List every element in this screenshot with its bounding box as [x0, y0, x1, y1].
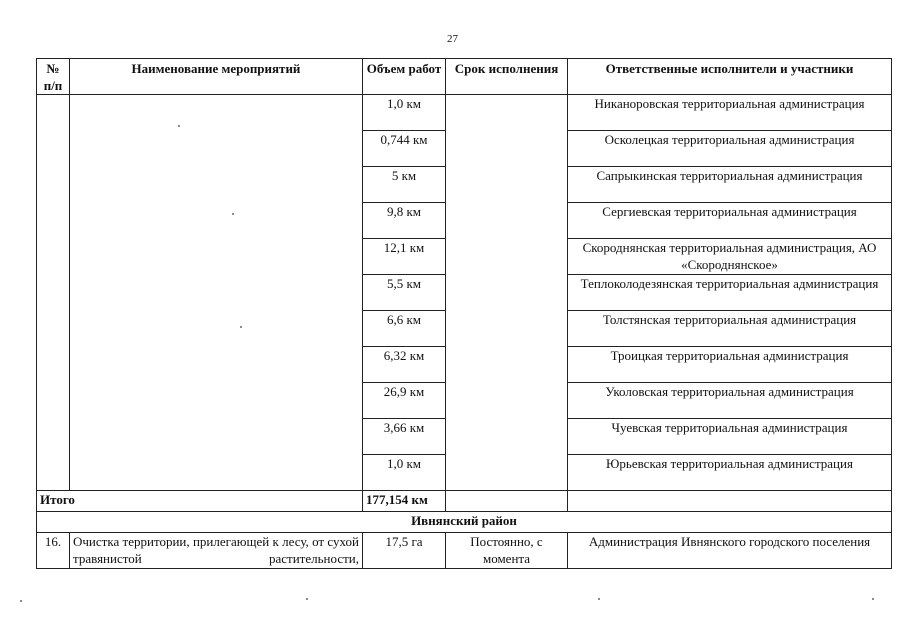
scan-speck [306, 598, 308, 600]
responsible-cell: Троицкая территориальная администрация [568, 347, 892, 383]
volume-cell: 6,6 км [363, 311, 446, 347]
responsible-cell: Скороднянская территориальная администрация, АО «Скороднянское» [568, 239, 892, 275]
responsible-cell: Сергиевская территориальная администрация [568, 203, 892, 239]
num-cell-merged [37, 95, 70, 491]
page-number: 27 [447, 33, 458, 45]
total-row [37, 491, 892, 512]
total-volume: 177,154 км [363, 491, 446, 512]
header-name: Наименование мероприятий [70, 59, 363, 95]
header-term: Срок исполнения [446, 59, 568, 95]
scan-speck [20, 600, 22, 602]
volume-cell: 5 км [363, 167, 446, 203]
volume-cell: 5,5 км [363, 275, 446, 311]
responsible-cell: Теплоколодезянская территориальная администрация [568, 275, 892, 311]
volume-cell: 12,1 км [363, 239, 446, 275]
item-responsible: Администрация Ивнянского городского поселения [568, 533, 892, 569]
table-row [37, 533, 892, 569]
total-responsible-empty [568, 491, 892, 512]
volume-cell: 6,32 км [363, 347, 446, 383]
volume-cell: 26,9 км [363, 383, 446, 419]
volume-cell: 0,744 км [363, 131, 446, 167]
item-term: Постоянно, с момента [446, 533, 568, 569]
responsible-cell: Уколовская территориальная администрация [568, 383, 892, 419]
scan-speck [598, 598, 600, 600]
responsible-cell: Сапрыкинская территориальная администрация [568, 167, 892, 203]
responsible-cell: Чуевская территориальная администрация [568, 419, 892, 455]
scan-speck [872, 598, 874, 600]
scan-speck [240, 326, 242, 328]
volume-cell: 1,0 км [363, 95, 446, 131]
item-name: Очистка территории, прилегающей к лесу, от сухой травянистой растительности, [70, 533, 363, 569]
item-num: 16. [37, 533, 70, 569]
scan-speck [178, 125, 180, 127]
table-header-row [37, 59, 892, 95]
header-num: № п/п [37, 59, 70, 95]
name-cell-merged [70, 95, 363, 491]
measures-table [36, 58, 892, 569]
district-row [37, 512, 892, 533]
responsible-cell: Толстянская территориальная администрация [568, 311, 892, 347]
table-row [37, 95, 892, 131]
responsible-cell: Юрьевская территориальная администрация [568, 455, 892, 491]
total-term-empty [446, 491, 568, 512]
item-volume: 17,5 га [363, 533, 446, 569]
district-name: Ивнянский район [37, 512, 892, 533]
term-cell-merged [446, 95, 568, 491]
volume-cell: 9,8 км [363, 203, 446, 239]
header-responsible: Ответственные исполнители и участники [568, 59, 892, 95]
header-volume: Объем работ [363, 59, 446, 95]
volume-cell: 3,66 км [363, 419, 446, 455]
responsible-cell: Осколецкая территориальная администрация [568, 131, 892, 167]
total-label: Итого [37, 491, 363, 512]
responsible-cell: Никаноровская территориальная администрация [568, 95, 892, 131]
volume-cell: 1,0 км [363, 455, 446, 491]
scan-speck [232, 213, 234, 215]
